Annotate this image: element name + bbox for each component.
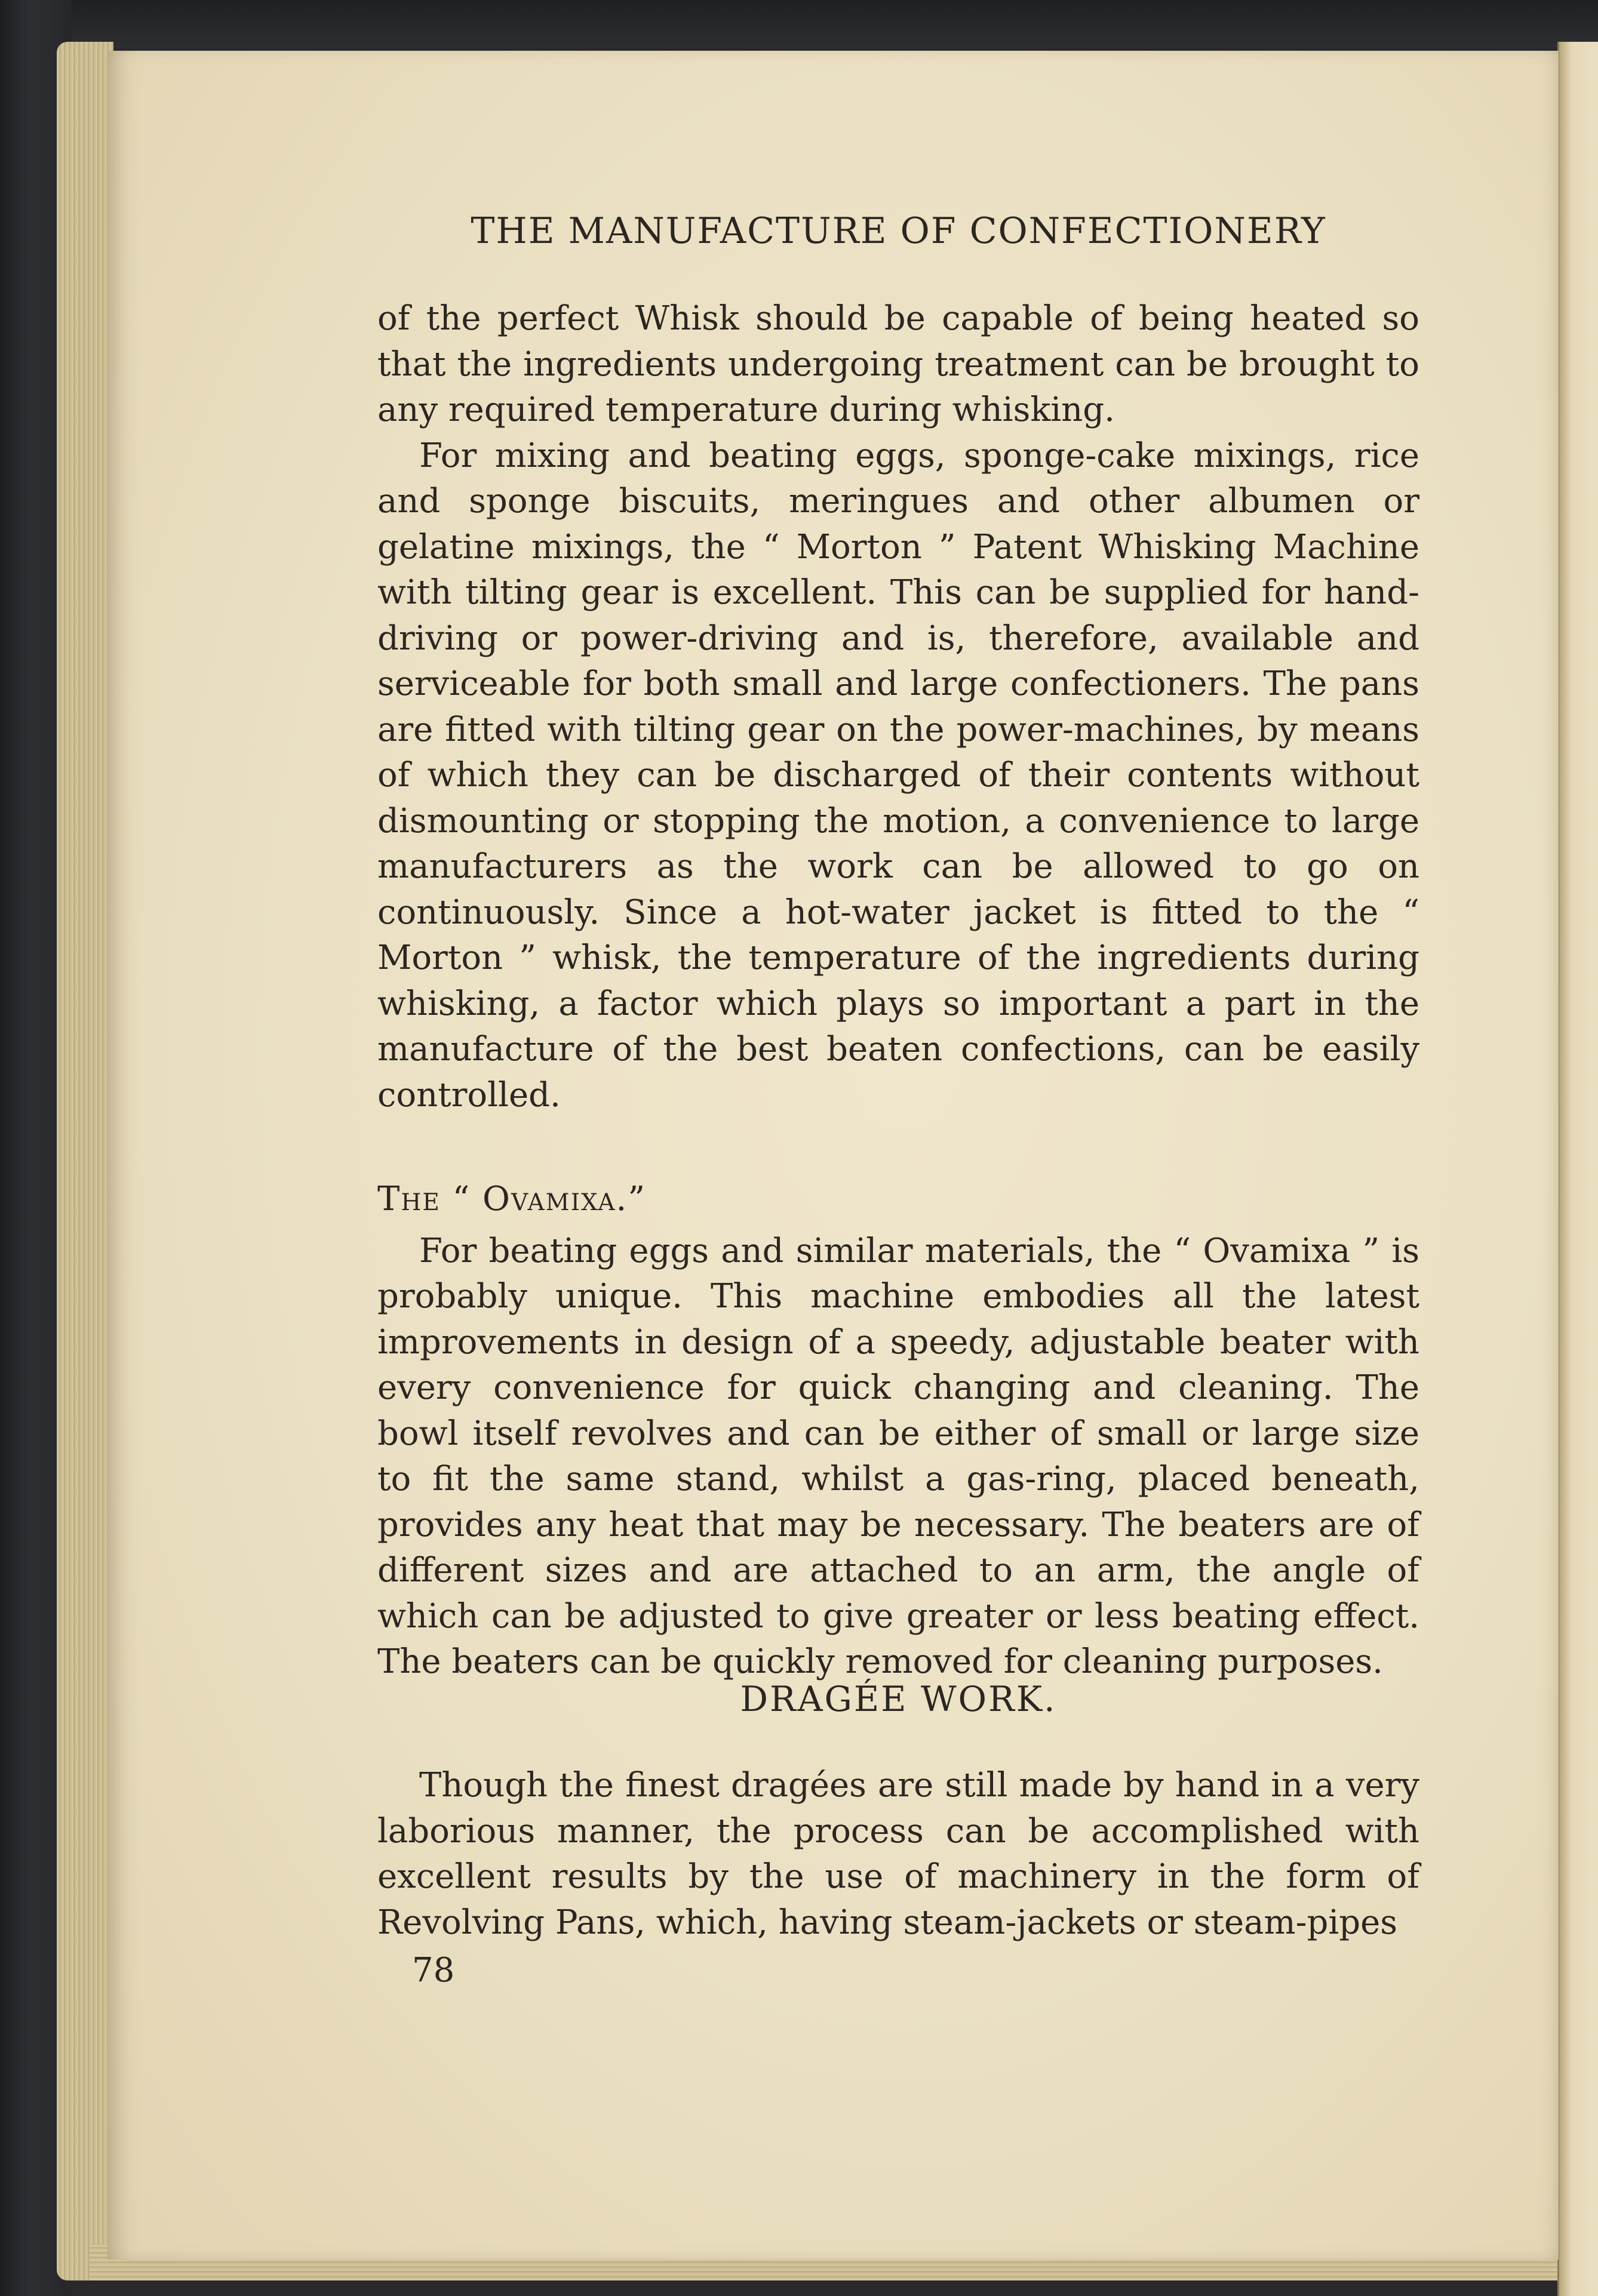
- book-cover-top: [0, 0, 1598, 48]
- subheading-ovamixa: The “ Ovamixa.”: [377, 1180, 646, 1218]
- running-head: THE MANUFACTURE OF CONFECTIONERY: [471, 210, 1326, 252]
- text-block-dragee: [377, 1763, 1419, 1946]
- page-edges-left: [57, 42, 113, 2280]
- paragraph-dragee: Though the finest dragées are still made by hand in a very laborious manner, the process can be accomplished with excellent results by the use of machinery in the form of Revolving Pans, which, having steam-jackets or steam-pipes: [377, 1766, 1419, 1942]
- paragraph-ovamixa: For beating eggs and similar materials, the “ Ovamixa ” is probably unique. This machine embodies all the latest improvements in design of a speedy, adjustable beater with every convenience for quick changing and cleaning. The bowl itself revolves and can be either of small or large size to fit the same stand, whilst a gas-ring, placed beneath, provides any heat that may be necessary. The beaters are of different sizes and are attached to an arm, the angle of which can be adjusted to give greater or less beating effect. The beaters can be quickly removed for cleaning purposes.: [377, 1231, 1419, 1681]
- page-number: 78: [412, 1951, 455, 1990]
- section-title-dragee: DRAGÉE WORK.: [740, 1679, 1057, 1719]
- paragraph-morton: For mixing and beating eggs, sponge-cake mixings, rice and sponge biscuits, meringues and other albumen or gelatine mixings, the “ Morton ” Patent Whisking Machine with tilting gear is excellent. This can be supplied for hand-driving or power-driving and is, therefore, available and serviceable for both small and large confectioners. The pans are fitted with tilting gear on the power-machines, by means of which they can be discharged of their contents without dismounting or stopping the motion, a convenience to large manufacturers as the work can be allowed to go on continuously. Since a hot-water jacket is fitted to the “ Morton ” whisk, the temperature of the ingredients during whisking, a factor which plays so important a part in the manufacture of the best beaten confections, can be easily controlled.: [377, 436, 1419, 1115]
- paragraph-continued: of the perfect Whisk should be capable of being heated so that the ingredients undergoing treatment can be brought to any required temperature during whisking.: [377, 299, 1419, 429]
- text-block-ovamixa: [377, 1166, 1419, 1685]
- text-block-top: [377, 296, 1419, 1118]
- facing-page-edge: [1557, 42, 1598, 2296]
